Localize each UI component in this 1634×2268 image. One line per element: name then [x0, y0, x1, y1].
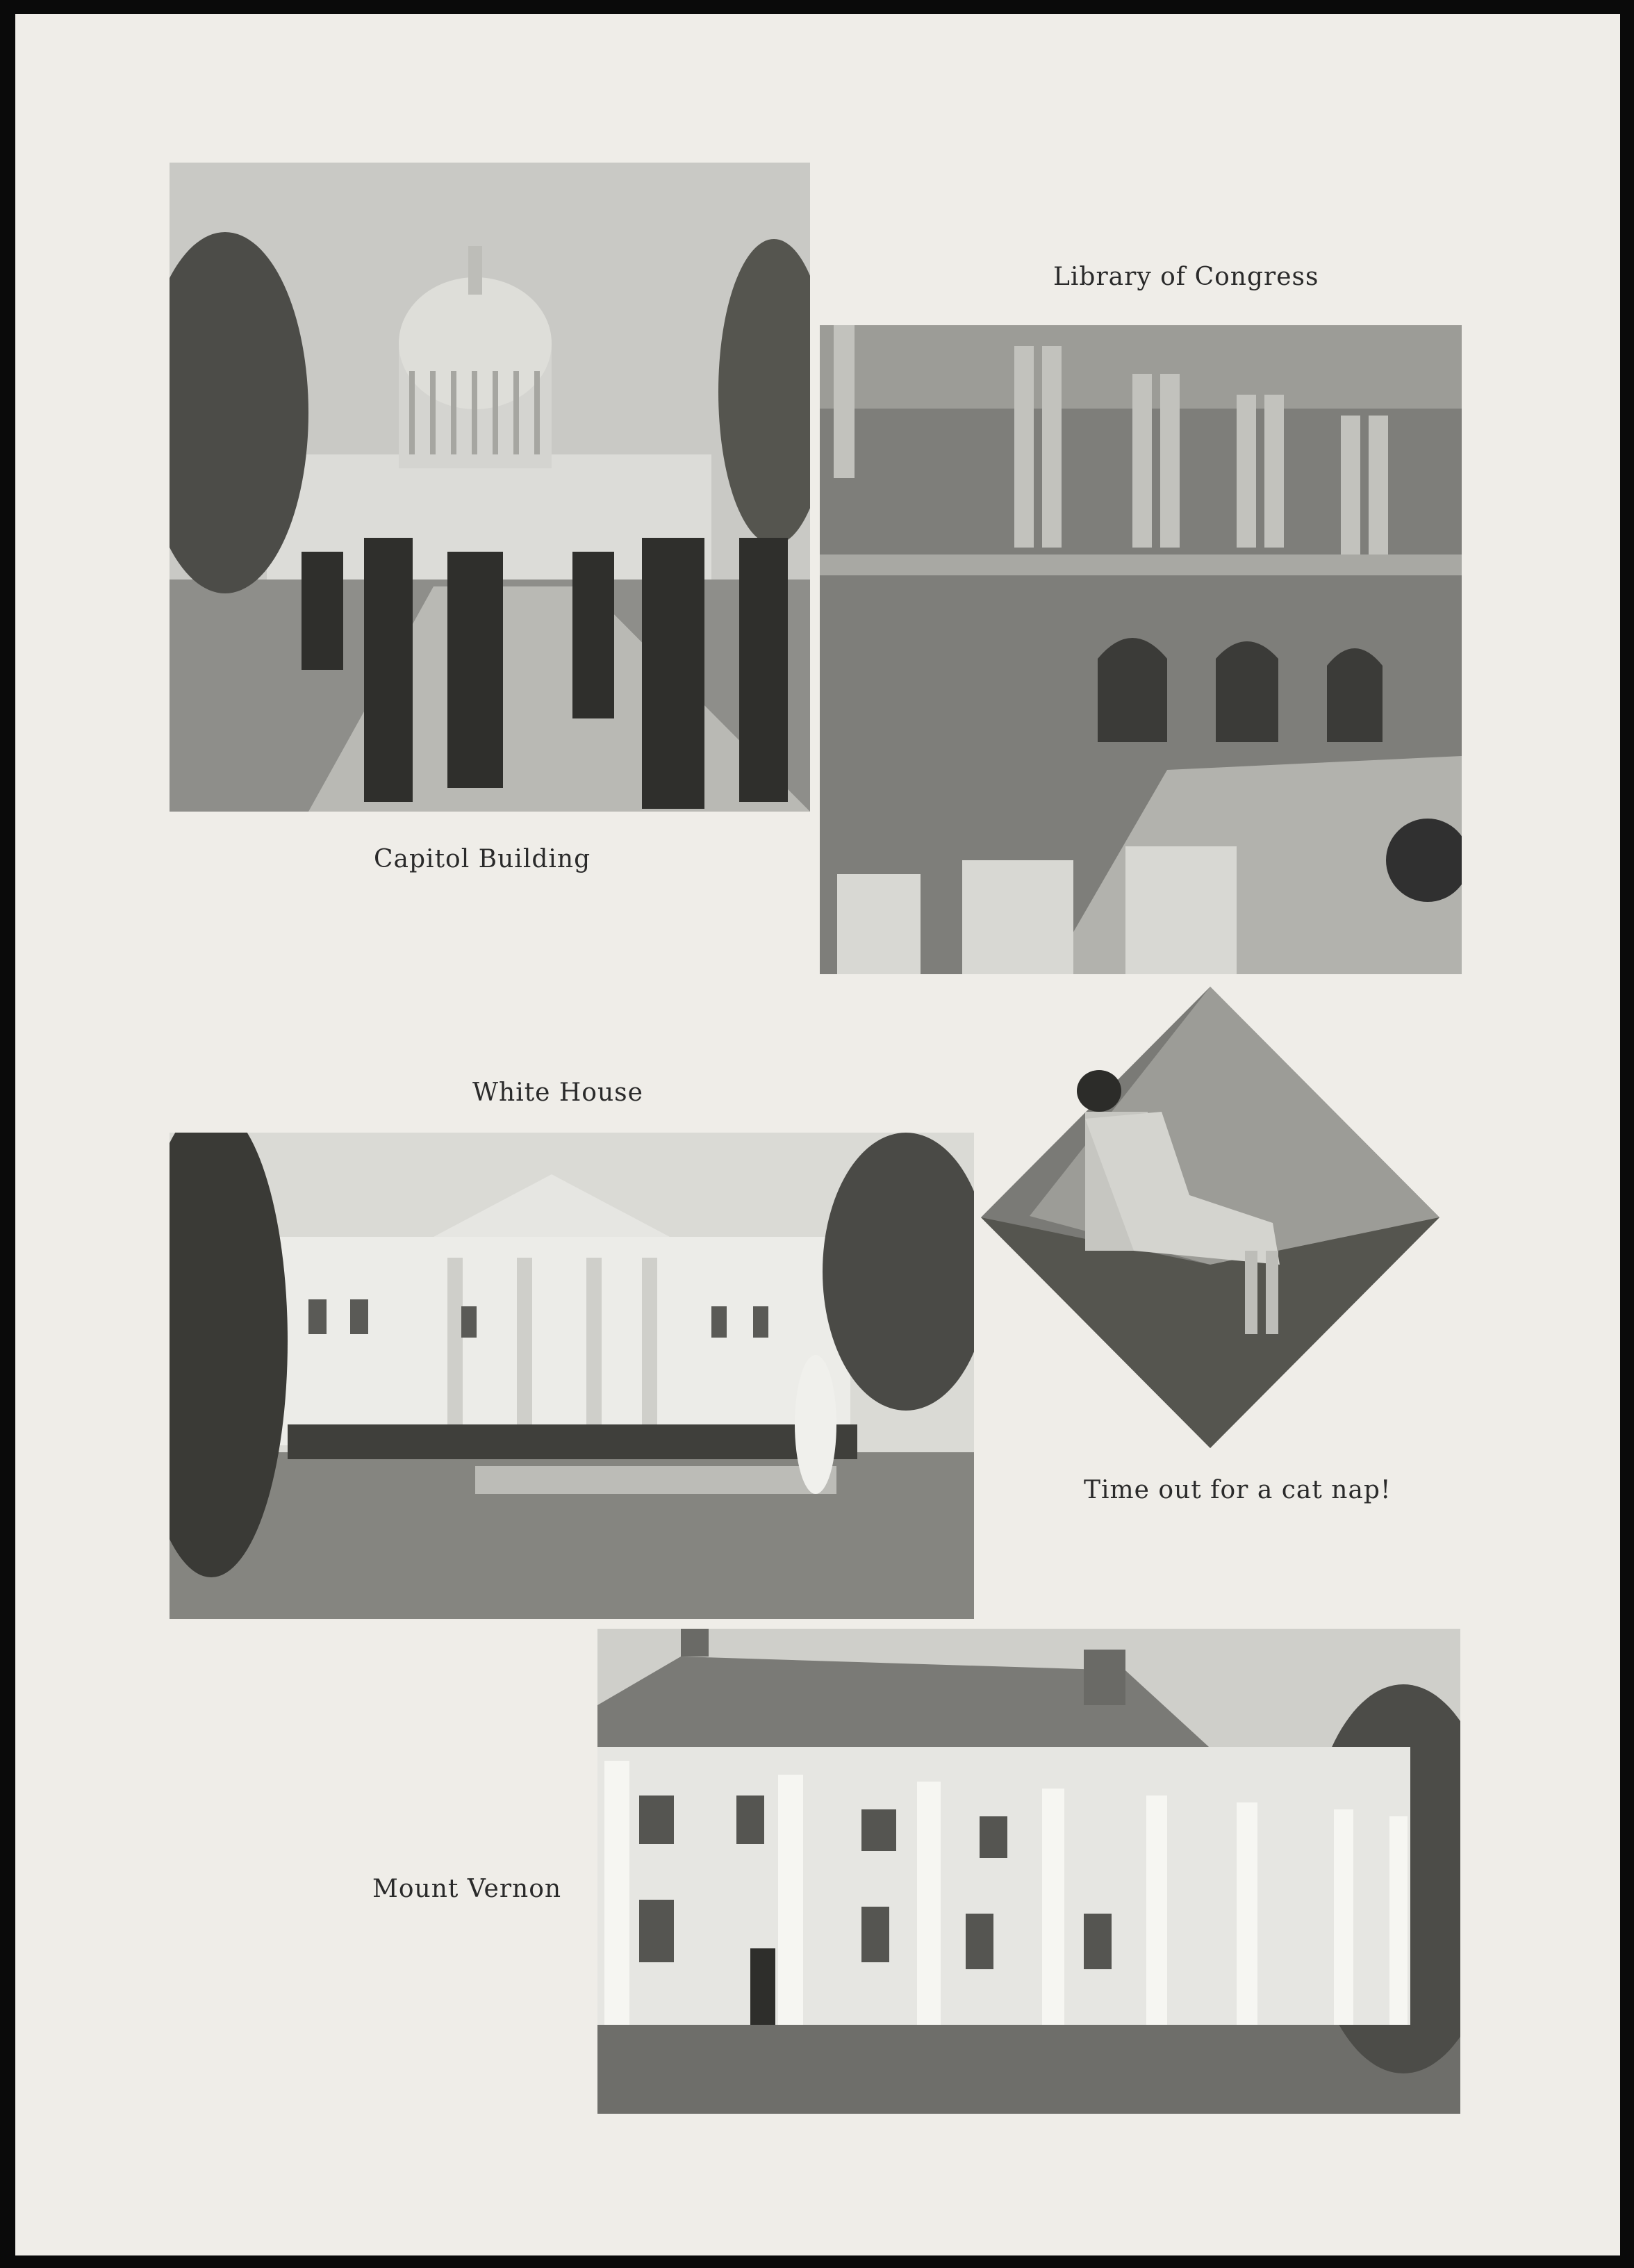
caption-cat-nap: Time out for a cat nap!: [1084, 1476, 1392, 1504]
caption-white-house: White House: [472, 1078, 643, 1107]
library-of-congress-photo: [820, 325, 1462, 974]
mount-vernon-photo: [597, 1629, 1460, 2114]
cat-nap-photo: [981, 987, 1439, 1448]
caption-library-of-congress: Library of Congress: [1053, 263, 1319, 291]
caption-mount-vernon: Mount Vernon: [372, 1875, 562, 1903]
white-house-photo: [170, 1133, 974, 1619]
capitol-building-photo: [170, 163, 810, 812]
caption-capitol-building: Capitol Building: [374, 845, 591, 873]
yearbook-page: [15, 14, 1620, 2255]
